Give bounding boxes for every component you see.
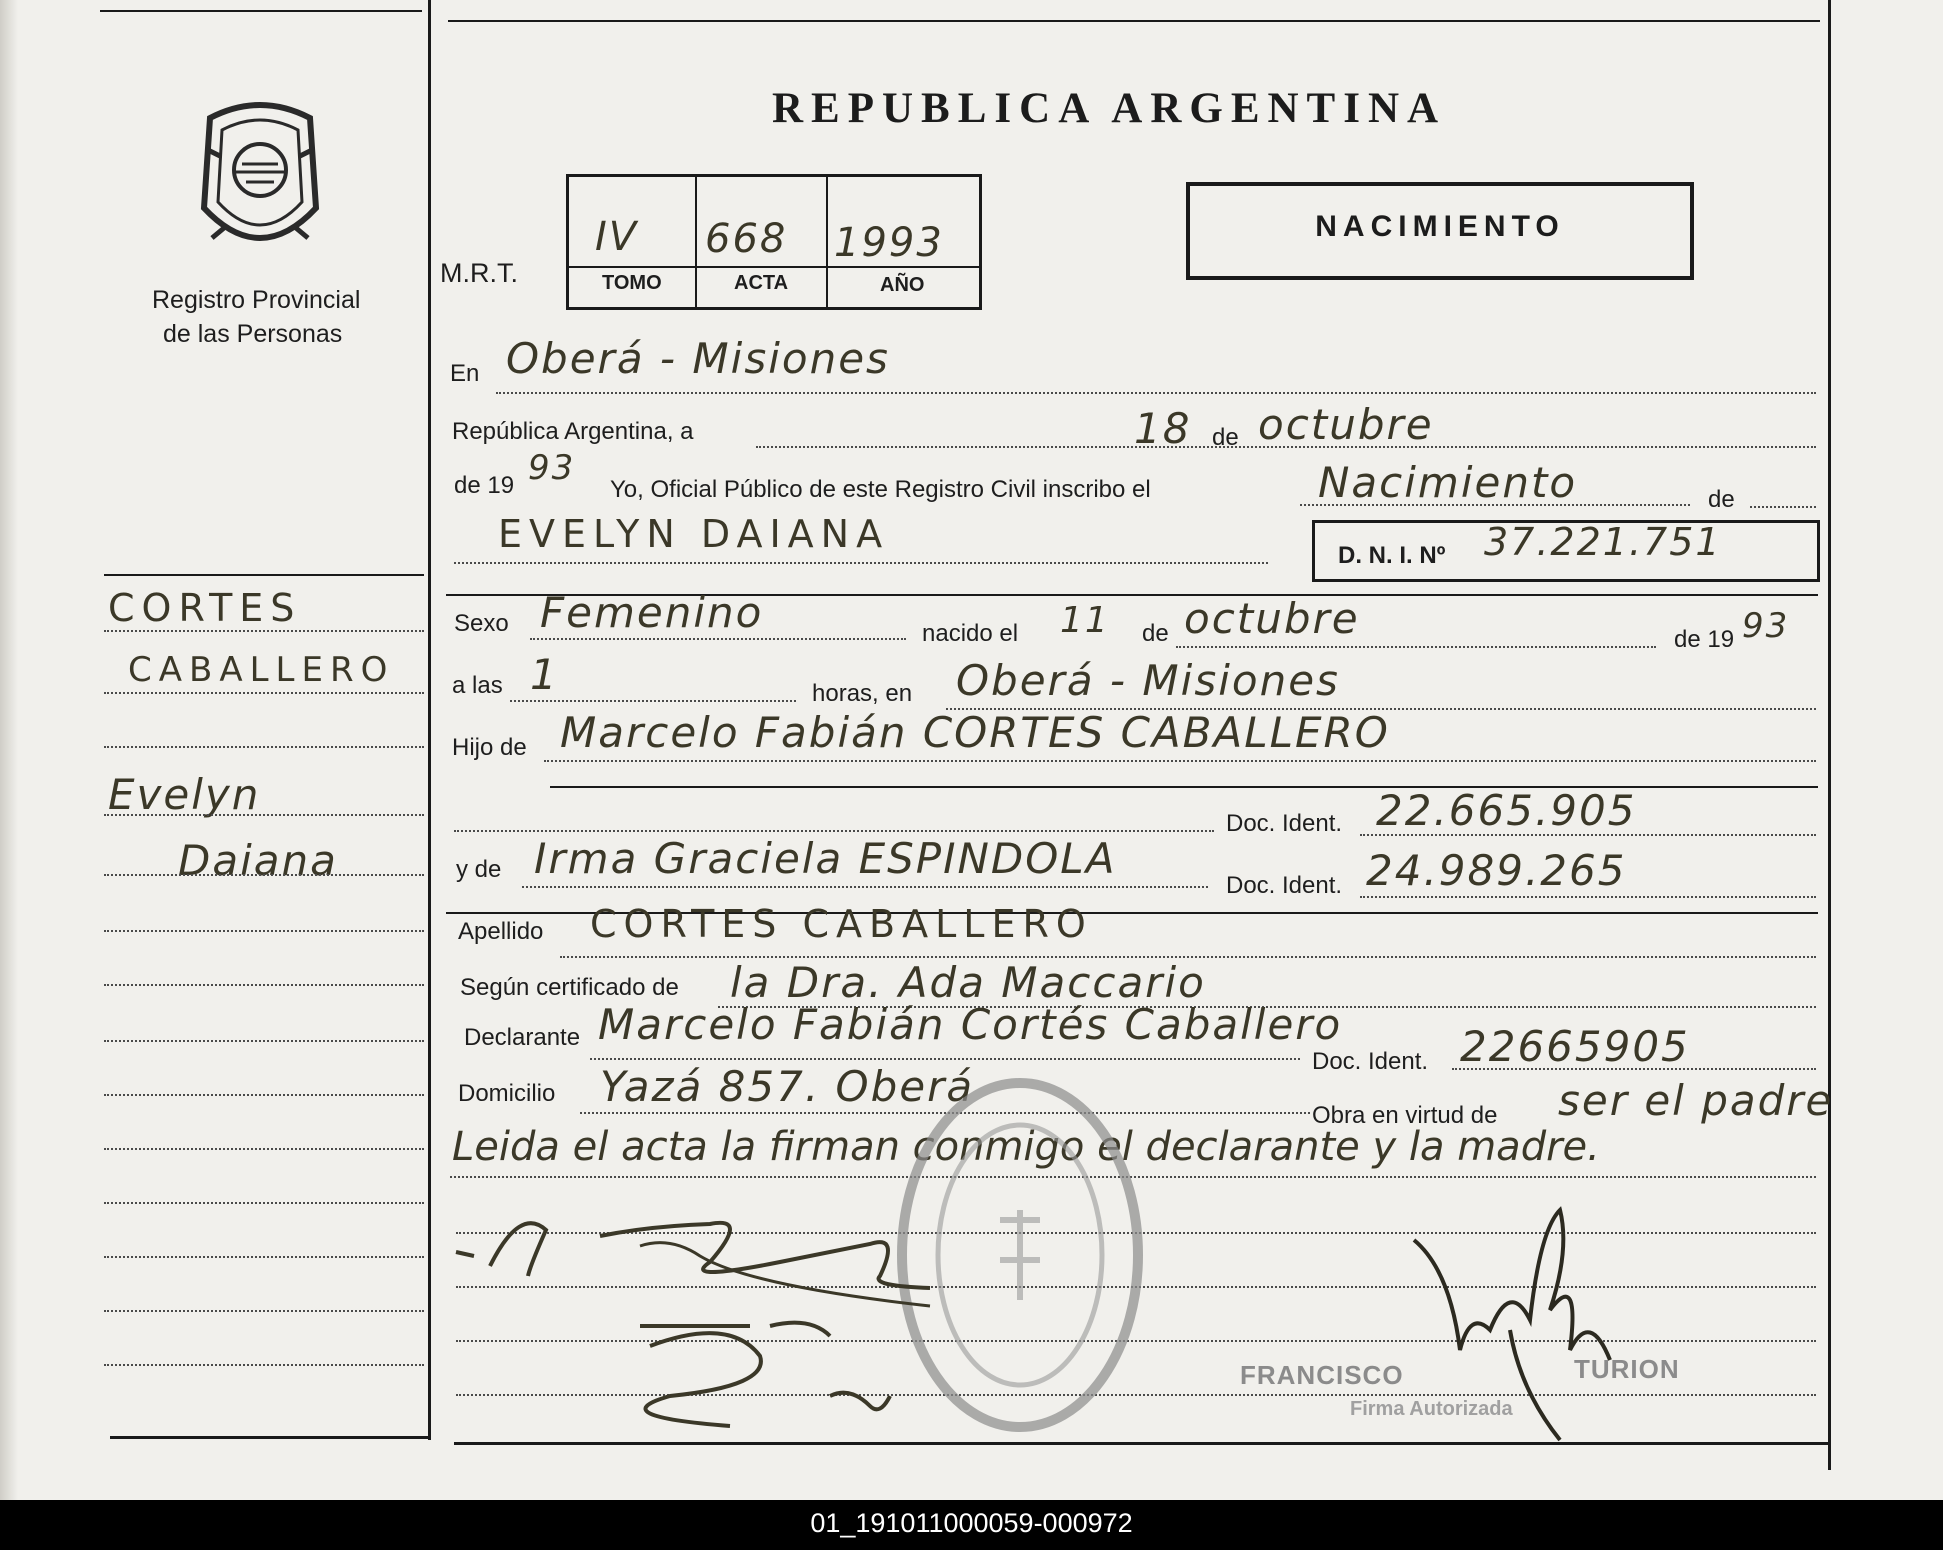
margin-rule-top [104, 574, 424, 576]
apellido-label: Apellido [458, 918, 544, 945]
en-dots [496, 392, 1816, 394]
de-dots-2 [1750, 506, 1816, 508]
dni-label: D. N. I. Nº [1338, 542, 1446, 569]
padre-doc-dots [1360, 834, 1816, 836]
nacido-de-label: de [1142, 620, 1169, 647]
margin-dots-1 [104, 630, 424, 632]
margin-dots-10 [104, 1148, 424, 1150]
nacido-month: octubre [1184, 594, 1360, 643]
en-label: En [450, 360, 480, 387]
padre-doc-dots-left [454, 830, 1214, 832]
provincial-seal [190, 98, 330, 256]
y-de-label: y de [456, 856, 502, 883]
page-edge [0, 0, 18, 1500]
tomo-label: TOMO [602, 272, 662, 294]
madre-doc-dots [1360, 896, 1816, 898]
nacido-year-suffix: 93 [1742, 606, 1790, 646]
declarante-doc-dots [1452, 1068, 1816, 1070]
official-stamp-name-1: FRANCISCO [1240, 1360, 1404, 1390]
lugar-value: Oberá - Misiones [956, 656, 1340, 705]
margin-dots-8 [104, 1040, 424, 1042]
en-value: Oberá - Misiones [506, 334, 890, 383]
madre-doc-label: Doc. Ident. [1226, 872, 1343, 899]
obra-value: ser el padre [1558, 1076, 1834, 1125]
sexo-label: Sexo [454, 610, 509, 637]
madre-doc-value: 24.989.265 [1366, 846, 1627, 895]
name-dots [454, 562, 1268, 564]
hora-value: 1 [530, 650, 559, 699]
inscribo-dots [1300, 504, 1690, 506]
registry-name-line2: de las Personas [163, 320, 343, 348]
act-type-label: NACIMIENTO [1315, 210, 1565, 243]
margin-surname-1: CORTES [108, 586, 302, 630]
year-prefix: de 19 [454, 472, 515, 499]
apellido-value: CORTES CABALLERO [590, 902, 1093, 946]
nacido-day: 11 [1060, 600, 1110, 641]
declarante-value: Marcelo Fabián Cortés Caballero [598, 1000, 1343, 1049]
margin-rule-bottom [110, 1436, 430, 1439]
leida-text: Leida el acta la firman conmigo el declarante y la madre. [452, 1124, 1600, 1170]
margin-dots-12 [104, 1256, 424, 1258]
madre-dots [522, 886, 1208, 888]
horas-label: horas, en [812, 680, 913, 707]
nacido-year-prefix: de 19 [1674, 626, 1735, 653]
margin-dots-9 [104, 1094, 424, 1096]
margin-dots-2 [104, 692, 424, 694]
acta-label: ACTA [734, 272, 789, 294]
padre-doc-value: 22.665.905 [1376, 786, 1637, 835]
file-id-caption: 01_191011000059-000972 [810, 1508, 1133, 1538]
mrt-label: M.R.T. [440, 258, 518, 288]
seal-bottom-text [0, 0, 5, 1]
certificado-label: Según certificado de [460, 974, 679, 1001]
top-rule-right [448, 20, 1820, 22]
declarante-doc-value: 22665905 [1460, 1022, 1690, 1071]
obra-label: Obra en virtud de [1312, 1102, 1498, 1129]
dni-value: 37.221.751 [1484, 520, 1722, 564]
document-title: REPUBLICA ARGENTINA [772, 85, 1447, 132]
right-column-border [1828, 0, 1831, 1470]
padre-value: Marcelo Fabián CORTES CABALLERO [560, 708, 1390, 757]
sexo-dots [530, 638, 906, 640]
margin-dots-4 [104, 814, 424, 816]
declarante-label: Declarante [464, 1024, 581, 1051]
certificado-value: la Dra. Ada Maccario [730, 958, 1206, 1007]
a-las-label: a las [452, 672, 503, 699]
ano-value: 1993 [834, 220, 944, 266]
sexo-value: Femenino [540, 588, 764, 637]
margin-surname-2: CABALLERO [128, 650, 395, 690]
margin-given-2: Daiana [178, 836, 338, 885]
date-de-label: de [1212, 424, 1239, 451]
margin-dots-6 [104, 930, 424, 932]
padre-doc-label: Doc. Ident. [1226, 810, 1343, 837]
yo-oficial-text: Yo, Oficial Público de este Registro Civil inscribo el [610, 476, 1151, 503]
declarante-doc-label: Doc. Ident. [1312, 1048, 1429, 1075]
year-suffix: 93 [528, 448, 576, 488]
month-value: octubre [1258, 400, 1434, 449]
official-stamp-name-2: TURION [1574, 1354, 1680, 1384]
registry-name-line1: Registro Provincial [152, 286, 361, 314]
name-value: EVELYN DAIANA [498, 512, 890, 556]
margin-dots-5 [104, 874, 424, 876]
margin-dots-7 [104, 984, 424, 986]
record-box-divider-2 [826, 174, 828, 307]
madre-value: Irma Graciela ESPINDOLA [534, 834, 1117, 883]
de-label-2: de [1708, 486, 1735, 513]
inscribo-value: Nacimiento [1318, 458, 1578, 507]
left-column-border [428, 0, 431, 1440]
nacido-dots [1176, 646, 1656, 648]
republica-label: República Argentina, a [452, 418, 694, 445]
margin-dots-3 [104, 746, 424, 748]
padre-dots [544, 760, 1816, 762]
margin-dots-13 [104, 1310, 424, 1312]
record-box-rule [566, 266, 979, 268]
hijo-label: Hijo de [452, 734, 527, 761]
nacido-label: nacido el [922, 620, 1019, 647]
hora-dots [510, 700, 796, 702]
domicilio-label: Domicilio [458, 1080, 556, 1107]
margin-given-1: Evelyn [108, 770, 261, 819]
margin-dots-11 [104, 1202, 424, 1204]
declarante-dots [590, 1058, 1300, 1060]
tomo-value: IV [595, 214, 639, 260]
top-rule-left [100, 10, 422, 12]
acta-value: 668 [705, 216, 788, 262]
ano-label: AÑO [880, 274, 925, 296]
record-box-divider-1 [695, 174, 697, 307]
declarant-signature [450, 1196, 970, 1436]
official-stamp-subtitle: Firma Autorizada [1350, 1398, 1513, 1420]
day-value: 18 [1134, 404, 1192, 453]
domicilio-value: Yazá 857. Oberá [600, 1062, 975, 1111]
margin-dots-14 [104, 1364, 424, 1366]
